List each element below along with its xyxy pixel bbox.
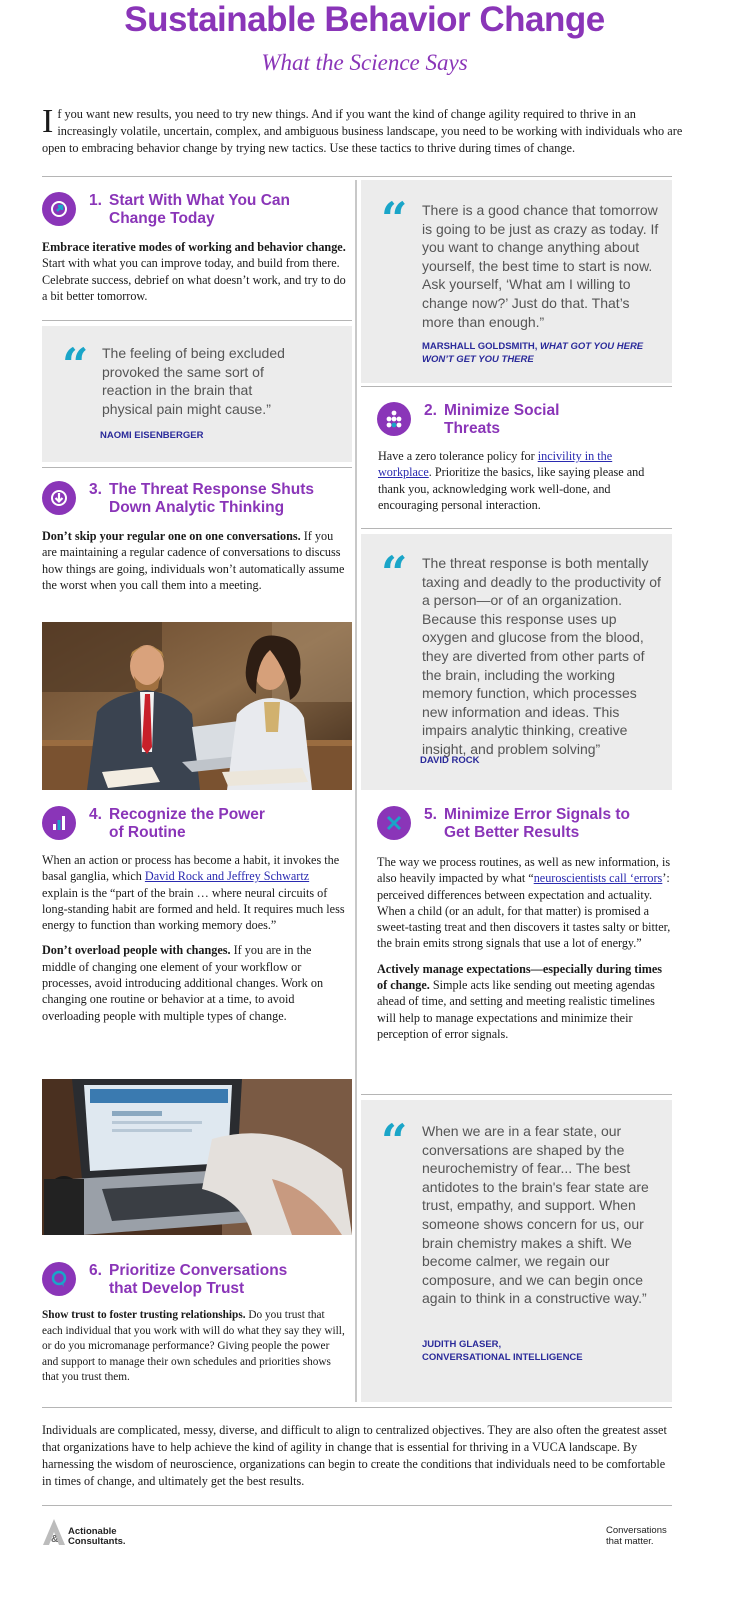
- quote-2-author-name: MARSHALL GOLDSMITH,: [422, 341, 538, 352]
- section-3-title: [89, 481, 314, 517]
- arrow-up-right-icon: [42, 192, 76, 226]
- section-5-title: [424, 806, 630, 842]
- section-4-p1-text: When an action or process has become a habit, it invokes the basal ganglia, which: [42, 853, 340, 884]
- section-3-number: 3.: [89, 481, 102, 498]
- svg-text:&: &: [51, 1534, 59, 1545]
- section-6-lead: Show trust to foster trusting relationships.: [42, 1309, 246, 1321]
- meeting-photo: [42, 622, 352, 790]
- quote-box-1: [42, 326, 352, 462]
- section-2-number: 2.: [424, 402, 437, 419]
- section-4-p2-text: If you are in the middle of changing one element of your workflow or processes, avoid introducing additional changes. Work on changing one routine or behavior at a time, to avoid overloading people with multiple types of change.: [42, 943, 324, 1023]
- logo-text: [68, 1527, 126, 1547]
- quote-1-author: NAOMI EISENBERGER: [100, 430, 204, 441]
- quote-box-2: [361, 180, 672, 383]
- section-3-heading: [42, 481, 314, 517]
- intro-text: f you want new results, you need to try new things. And if you want the kind of change agility required to thrive in an increasingly volatile, uncertain, complex, and ambiguous business landscape, you need to be working with individuals who are open to embracing behavior change by trying new tactics. Use these tactics to thrive during times of change.: [42, 107, 683, 155]
- section-2-heading: [377, 402, 559, 438]
- section-2-title-line1: Minimize Social: [444, 402, 560, 419]
- section-2-title-line2: Threats: [444, 420, 500, 437]
- quote-4-author-work: CONVERSATIONAL INTELLIGENCE: [422, 1352, 583, 1363]
- tagline-line2: that matter.: [606, 1536, 654, 1547]
- quote-2-work: WHAT GOT YOU HERE WON’T GET YOU THERE: [422, 341, 644, 365]
- section-3-text: If you are maintaining a regular cadence of conversations to discuss how things are going, individuals won’t automatically assume the worst when you call them into a meeting.: [42, 529, 345, 592]
- section-4-heading: [42, 806, 265, 842]
- divider-bottom-1: [42, 1407, 672, 1408]
- arrow-down-icon: [42, 481, 76, 515]
- quote-4-author-name: JUDITH GLASER,: [422, 1339, 502, 1350]
- section-4-number: 4.: [89, 806, 102, 823]
- tagline-line1: Conversations: [606, 1525, 667, 1536]
- section-4-title-line2: of Routine: [109, 824, 186, 841]
- quote-2-text: There is a good chance that tomorrow is going to be just as crazy as today. If you want to change anything about yourself, the best time to start is now. Ask yourself, ‘What am I willing to change now?’ Just do that. That’s more than enough.”: [422, 202, 659, 330]
- quote-mark-icon: “: [62, 338, 89, 392]
- page-subtitle: What the Science Says: [261, 50, 468, 75]
- section-6-title: [89, 1262, 287, 1298]
- bars-icon: [42, 806, 76, 840]
- section-6-title-line1: Prioritize Conversations: [109, 1262, 288, 1279]
- section-2-text: Have a zero tolerance policy for: [378, 449, 538, 463]
- section-1-number: 1.: [89, 192, 102, 209]
- section-5-body: [377, 854, 673, 1042]
- section-5-title-line2: Get Better Results: [444, 824, 580, 841]
- section-6-text: Do you trust that each individual that you work with will do what they say they will, or do you micromanage performance? Giving people the power and support to manage their own schedules and priorities shows that you trust them.: [42, 1309, 345, 1384]
- section-3-title-line2: Down Analytic Thinking: [109, 499, 285, 516]
- section-6-heading: [42, 1262, 287, 1298]
- section-4-title-line1: Recognize the Power: [109, 806, 265, 823]
- section-1-text: Start with what you can improve today, and build from there. Celebrate success, debrief on what doesn’t work, and try to do a bit better tomorrow.: [42, 256, 346, 303]
- quote-2-author: [422, 340, 662, 366]
- divider-bottom-2: [42, 1505, 672, 1506]
- link-incivility-in-the-workplace[interactable]: incivility in the workplace: [378, 449, 613, 480]
- quote-4-text: When we are in a fear state, our conversations are shaped by the neurochemistry of fear... The best antidotes to the brain's fear state are trust, empathy, and support. When someone shows concern for us, our brain chemistry makes a shift. We become calmer, we regain our composure, and we can begin once again to think in a constructive way.”: [422, 1123, 649, 1307]
- section-1-body: [42, 239, 347, 304]
- page-title: Sustainable Behavior Change: [124, 0, 605, 39]
- section-5-number: 5.: [424, 806, 437, 823]
- section-5-p2-lead: Actively manage expectations—especially during times of change.: [377, 961, 663, 993]
- logo-line1: Actionable: [68, 1526, 117, 1537]
- section-6-title-line2: that Develop Trust: [109, 1280, 245, 1297]
- section-2-body: [378, 448, 668, 513]
- x-icon: [377, 806, 411, 840]
- quote-1-text: The feeling of being excluded provoked the same sort of reaction in the brain that physical pain might cause.”: [102, 345, 285, 417]
- divider-left-1: [42, 320, 352, 321]
- section-6-number: 6.: [89, 1262, 102, 1279]
- quote-box-3: [361, 534, 672, 790]
- quote-4-author: [422, 1338, 662, 1364]
- section-1-title-line1: Start With What You Can: [109, 192, 290, 209]
- section-5-p2-text: Simple acts like sending out meeting agendas ahead of time, and setting and meeting realistic timelines will help to manage expectations and minimize their perception of error signals.: [377, 978, 655, 1041]
- intro-paragraph: [42, 103, 688, 157]
- section-1-lead: Embrace iterative modes of working and behavior change.: [42, 240, 346, 254]
- group-dots-icon: [377, 402, 411, 436]
- quote-mark-icon: “: [381, 546, 408, 600]
- actionable-logo-icon: [42, 1518, 66, 1546]
- column-divider: [355, 180, 357, 1402]
- quote-box-4: [361, 1100, 672, 1402]
- section-6-body: [42, 1308, 347, 1386]
- divider-right-1: [361, 386, 672, 387]
- link-david-rock-jeffrey-schwartz[interactable]: David Rock and Jeffrey Schwartz: [144, 869, 310, 884]
- logo-line2: Consultants.: [68, 1536, 126, 1547]
- section-1-title: [89, 192, 290, 228]
- section-5-title-line1: Minimize Error Signals to: [444, 806, 631, 823]
- section-3-body: [42, 528, 347, 593]
- conclusion-paragraph: Individuals are complicated, messy, diverse, and difficult to align to centralized objectives. They are also often the greatest asset that organizations have to help achieve the kind of agility in change that is essential for thriving in a VUCA landscape. By harnessing the wisdom of neuroscience, organizations can begin to create the conditions that individuals need to be comfortable in times of change, and ultimately get the best results.: [42, 1423, 667, 1488]
- section-5-p1-text-after: ’: perceived differences between expectation and actuality. When a child (or an adult, for that matter) is promised a sweet-tasting treat and then discovers it tastes salty or bitter, the brain emits strong signals that use a lot of energy.”: [377, 871, 671, 951]
- quote-3-text: The threat response is both mentally taxing and deadly to the productivity of a person—or of an organization. Because this response uses up oxygen and glucose from the blood, they are diverted from other parts of the brain, including the working memory function, which processes new information and ideas. This impairs analytic thinking, creative insight, and problem solving”: [422, 555, 661, 757]
- link-neuroscientists-call-errors[interactable]: neuroscientists call ‘errors: [533, 871, 663, 886]
- laptop-photo: [42, 1079, 352, 1235]
- section-4-p1-text-after: explain is the “part of the brain … where neural circuits of long-standing habit are formed and held. It requires much less energy to function than working memory does.”: [42, 885, 345, 933]
- divider-right-3: [361, 1094, 672, 1095]
- section-1-heading: [42, 192, 290, 228]
- footer-tagline: [606, 1525, 696, 1547]
- section-2-title: [424, 402, 559, 438]
- divider-top: [42, 176, 672, 177]
- divider-right-2: [361, 528, 672, 529]
- drop-cap: I: [42, 103, 54, 140]
- section-5-heading: [377, 806, 630, 842]
- quote-3-author: DAVID ROCK: [420, 755, 480, 766]
- quote-mark-icon: “: [381, 192, 408, 246]
- section-4-title: [89, 806, 265, 842]
- section-3-lead: Don’t skip your regular one on one conversations.: [42, 529, 301, 543]
- section-5-p1-text: The way we process routines, as well as new information, is also heavily impacted by what “: [377, 855, 671, 886]
- section-4-p2-lead: Don’t overload people with changes.: [42, 943, 231, 958]
- divider-left-2: [42, 467, 352, 468]
- section-2-text-after: . Prioritize the basics, like saying please and thank you, acknowledging work well-done, and encouraging personal interaction.: [378, 465, 645, 512]
- section-4-body: [42, 852, 347, 1024]
- quote-mark-icon: “: [381, 1114, 408, 1168]
- section-1-title-line2: Change Today: [109, 210, 215, 227]
- speech-bubble-icon: [42, 1262, 76, 1296]
- section-3-title-line1: The Threat Response Shuts: [109, 481, 314, 498]
